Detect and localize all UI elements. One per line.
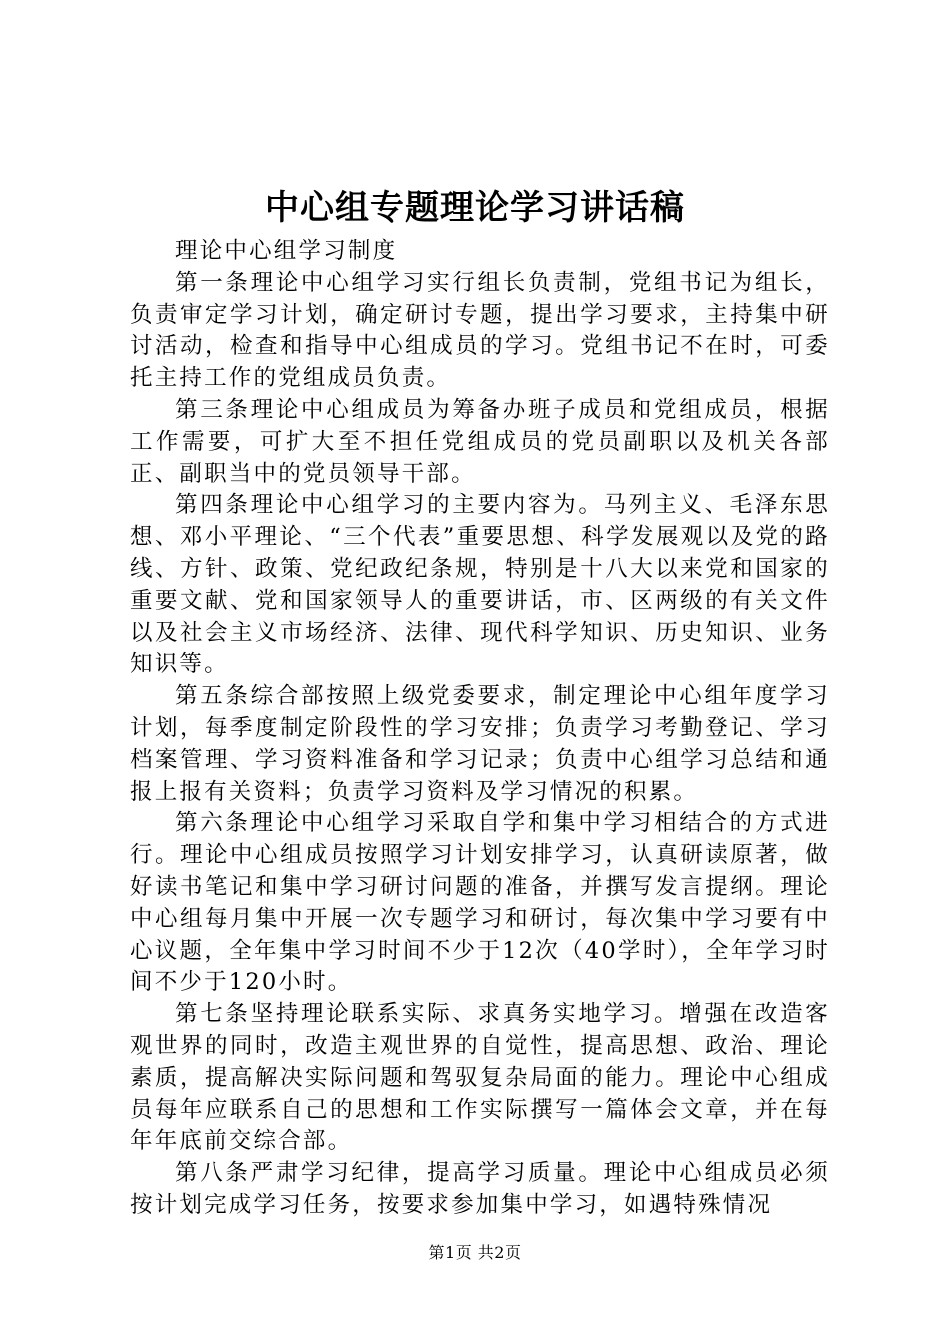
- paragraph: 第四条理论中心组学习的主要内容为。马列主义、毛泽东思想、邓小平理论、“三个代表”重要思想、科学发展观以及党的路线、方针、政策、党纪政纪条规，特别是十八大以来党和国家的重要文献、党和国家领导人的重要讲话，市、区两级的有关文件以及社会主义市场经济、法律、现代科学知识、历史知识、业务知识等。: [130, 492, 830, 678]
- paragraph: 第五条综合部按照上级党委要求，制定理论中心组年度学习计划，每季度制定阶段性的学习安排；负责学习考勤登记、学习档案管理、学习资料准备和学习记录；负责中心组学习总结和通报上报有关资料；负责学习资料及学习情况的积累。: [130, 683, 830, 805]
- page-number-footer: 第1页 共2页: [428, 1243, 522, 1262]
- paragraph: 第八条严肃学习纪律，提高学习质量。理论中心组成员必须按计划完成学习任务，按要求参加集中学习，如遇特殊情况: [130, 1160, 830, 1218]
- paragraph: 第六条理论中心组学习采取自学和集中学习相结合的方式进行。理论中心组成员按照学习计划安排学习，认真研读原著，做好读书笔记和集中学习研讨问题的准备，并撰写发言提纲。理论中心组每月集中开展一次专题学习和研讨，每次集中学习要有中心议题，全年集中学习时间不少于12次（40学时），全年学习时间不少于120小时。: [130, 810, 830, 996]
- paragraph: 第一条理论中心组学习实行组长负责制，党组书记为组长，负责审定学习计划，确定研讨专题，提出学习要求，主持集中研讨活动，检查和指导中心组成员的学习。党组书记不在时，可委托主持工作的党组成员负责。: [130, 269, 830, 392]
- document-title: 中心组专题理论学习讲话稿: [265, 188, 685, 228]
- section-heading: 理论中心组学习制度: [175, 238, 398, 264]
- document-body: [130, 236, 830, 1222]
- paragraph: 第七条坚持理论联系实际、求真务实地学习。增强在改造客观世界的同时，改造主观世界的自觉性，提高思想、政治、理论素质，提高解决实际问题和驾驭复杂局面的能力。理论中心组成员每年应联系自己的思想和工作实际撰写一篇体会文章，并在每年年底前交综合部。: [130, 1001, 830, 1155]
- paragraph: 第三条理论中心组成员为筹备办班子成员和党组成员，根据工作需要，可扩大至不担任党组成员的党员副职以及机关各部正、副职当中的党员领导干部。: [130, 396, 830, 487]
